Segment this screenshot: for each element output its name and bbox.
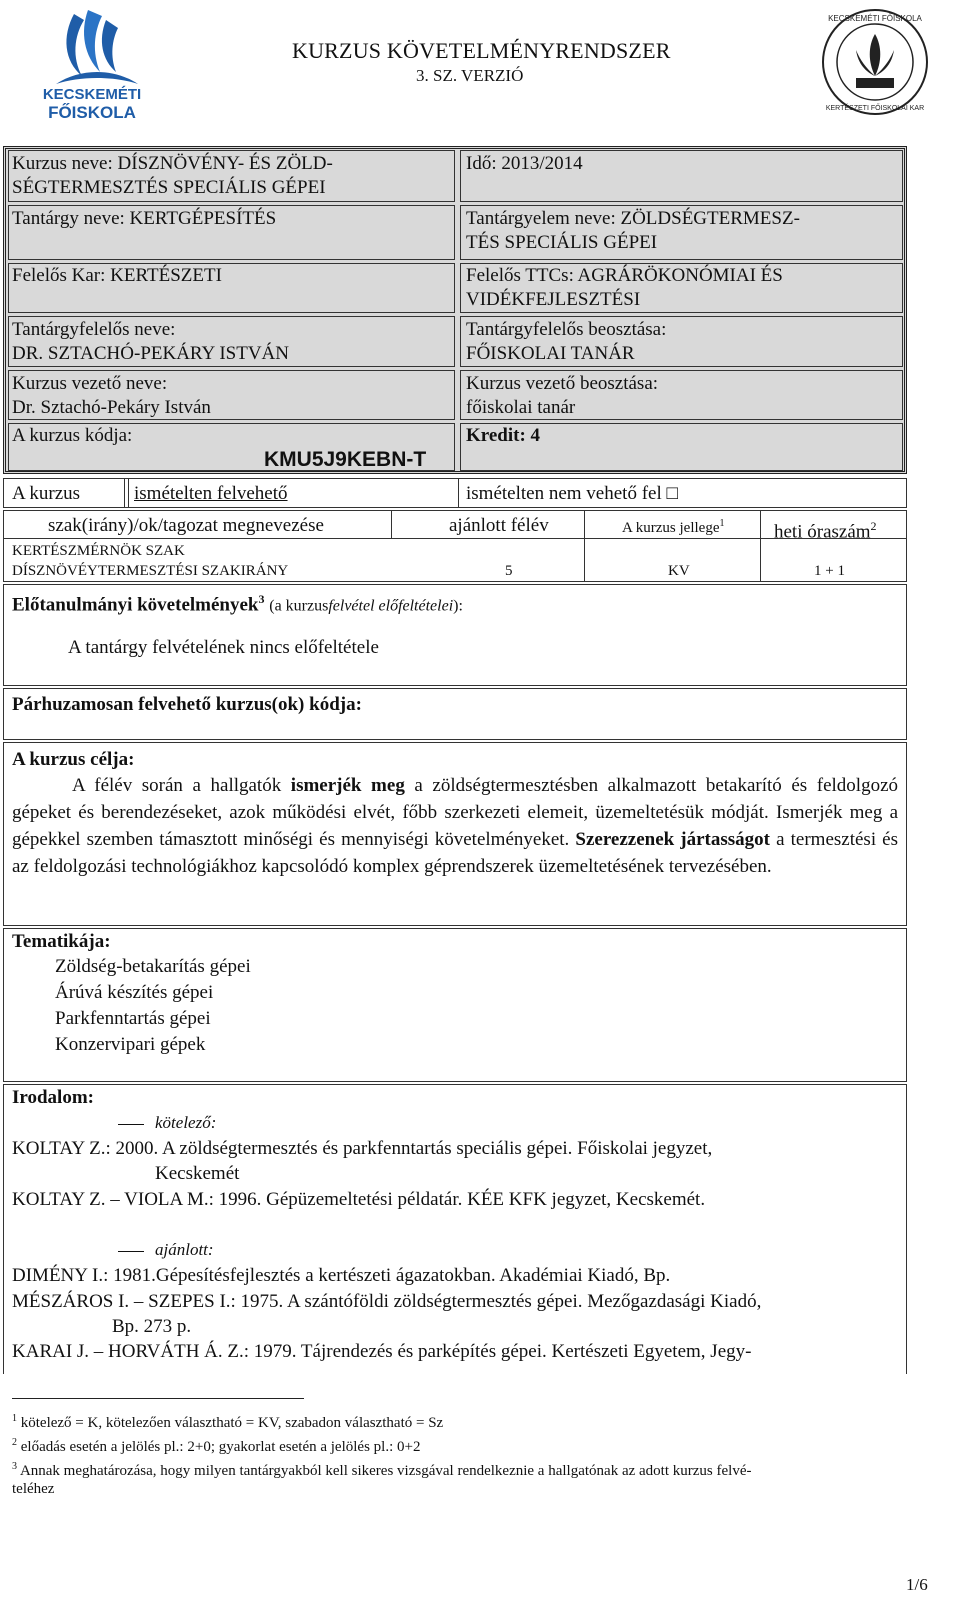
recommended-literature-label: ajánlott: — [155, 1240, 214, 1259]
literature-label: Irodalom: — [12, 1087, 94, 1108]
subject-responsible-position-label: Tantárgyfelelős beosztása: — [466, 319, 667, 340]
program-row-type: KV — [668, 563, 690, 579]
document-title: KURZUS KÖVETELMÉNYRENDSZER — [292, 38, 671, 63]
aim-part-2: a zöldségtermesztésben alkalmazott betakarító és feldolgozó gépeket és berendezéseket, azok működési elvét, főbb szerkezeti elemeit, üzemeltetésük módját. Ismerjék meg a gépekkel szemben támasztott minőségi és mennyiségi követelményeket. — [12, 775, 899, 850]
program-header-type-text: A kurzus jellege — [622, 520, 720, 536]
course-code-label: A kurzus kódja: — [12, 425, 133, 446]
aim-part-3: a termesztési és az feldolgozási technológiákhoz kapcsolódó komplex géprendszerek üzemeltetésének tervezésében. — [12, 829, 899, 877]
thematics-label: Tematikája: — [12, 931, 111, 952]
repeatable-option-selected: ismételten felvehető — [134, 483, 288, 504]
prerequisites-note — [269, 597, 463, 614]
responsible-dept-line-2: VIDÉKFEJLESZTÉSI — [466, 289, 641, 310]
subject-responsible-label: Tantárgyfelelős neve: — [12, 319, 176, 340]
footnote-3 — [12, 1456, 942, 1482]
literature-item-continued: Kecskemét — [155, 1163, 240, 1184]
logo-line-1: KECSKEMÉTI — [42, 86, 142, 103]
literature-item: KARAI J. – HORVÁTH Á. Z.: 1979. Tájrendezés és parképítés gépei. Kertészeti Egyetem, Jegy- — [12, 1341, 752, 1362]
responsible-faculty: Felelős Kar: KERTÉSZETI — [12, 265, 222, 286]
subject-element-line-2: TÉS SPECIÁLIS GÉPEI — [466, 232, 658, 253]
thematics-item: Konzervipari gépek — [55, 1034, 206, 1055]
aim-part-1: A félév során a hallgatók — [72, 775, 282, 796]
footnote-text: kötelező = K, kötelezően választható = KV, szabadon választható = Sz — [20, 1415, 444, 1431]
college-logo — [22, 6, 162, 128]
literature-item-continued: Bp. 273 p. — [112, 1316, 192, 1337]
subject-element-line-1: Tantárgyelem neve: ZÖLDSÉGTERMESZ- — [466, 208, 800, 229]
program-row-hours: 1 + 1 — [814, 563, 845, 579]
course-aim-label: A kurzus célja: — [12, 749, 135, 770]
footnote-2 — [12, 1432, 420, 1458]
credit: Kredit: 4 — [466, 425, 541, 446]
footnote-ref-3: 3 — [258, 592, 265, 606]
course-leader-position-label: Kurzus vezető beosztása: — [466, 373, 659, 394]
program-header-semester: ajánlott félév — [449, 515, 549, 536]
program-header-type — [622, 514, 724, 538]
footnote-ref-2: 2 — [870, 519, 877, 533]
thematics-box — [3, 928, 907, 1082]
footnote-separator — [12, 1398, 304, 1399]
course-leader-position: főiskolai tanár — [466, 397, 576, 418]
aim-bold-1: ismerjék meg — [290, 775, 405, 796]
program-header-hours-text: heti óraszám — [774, 521, 871, 543]
prerequisites-heading — [12, 587, 463, 618]
time-label: Idő: 2013/2014 — [466, 153, 583, 174]
program-row-name-line-1: KERTÉSZMÉRNÖK SZAK — [12, 543, 185, 559]
faculty-seal — [812, 6, 938, 118]
course-name-line-1: Kurzus neve: DÍSZNÖVÉNY- ÉS ZÖLD- — [12, 153, 333, 174]
footnote-text: előadás esetén a jelölés pl.: 2+0; gyakorlat esetén a jelölés pl.: 0+2 — [20, 1439, 421, 1455]
course-code: KMU5J9KEBN-T — [264, 448, 427, 471]
document-version: 3. SZ. VERZIÓ — [416, 66, 524, 85]
footnote-num: 1 — [12, 1413, 17, 1424]
footnote-3-continued: teléhez — [12, 1481, 55, 1497]
dash-icon — [118, 1124, 144, 1125]
program-header-name: szak(irány)/ok/tagozat megnevezése — [48, 515, 324, 536]
dash-icon — [118, 1251, 144, 1252]
program-row-name-line-2: DÍSZNÖVÉYTERMESZTÉSI SZAKIRÁNY — [12, 563, 289, 579]
aim-bold-2: Szerezzenek jártasságot — [575, 829, 771, 850]
page-number: 1/6 — [906, 1575, 928, 1594]
not-repeatable-option: ismételten nem vehető fel □ — [466, 483, 678, 504]
literature-item: MÉSZÁROS I. – SZEPES I.: 1975. A szántóföldi zöldségtermesztés gépei. Mezőgazdasági Kiadó, — [12, 1291, 762, 1312]
required-literature-label: kötelező: — [155, 1113, 217, 1132]
course-leader-name: Dr. Sztachó-Pekáry István — [12, 397, 211, 418]
prerequisites-note-italic: felvétel előfeltételei — [328, 597, 454, 615]
parallel-courses-label: Párhuzamosan felvehető kurzus(ok) kódja: — [12, 694, 362, 715]
footnote-ref-1: 1 — [719, 518, 725, 529]
thematics-item: Árúvá készítés gépei — [55, 982, 214, 1003]
course-label: A kurzus — [12, 483, 81, 504]
svg-text:KECSKEMÉTI FŐISKOLA: KECSKEMÉTI FŐISKOLA — [828, 14, 922, 23]
thematics-item: Zöldség-betakarítás gépei — [55, 956, 251, 977]
footnote-text: Annak meghatározása, hogy milyen tantárgyakból kell sikeres vizsgával rendelkeznie a hallgatónak az adott kurzus felvé- — [19, 1463, 752, 1479]
program-row-semester: 5 — [505, 563, 513, 579]
thematics-item: Parkfenntartás gépei — [55, 1008, 211, 1029]
prerequisites-note-pre: (a kurzus — [269, 597, 329, 615]
literature-item: KOLTAY Z.: 2000. A zöldségtermesztés és parkfenntartás speciális gépei. Főiskolai jegyzet, — [12, 1138, 713, 1159]
subject-name: Tantárgy neve: KERTGÉPESÍTÉS — [12, 208, 277, 229]
literature-item: KOLTAY Z. – VIOLA M.: 1996. Gépüzemeltetési példatár. KÉE KFK jegyzet, Kecskemét. — [12, 1189, 706, 1210]
responsible-dept-line-1: Felelős TTCs: AGRÁRÖKONÓMIAI ÉS — [466, 265, 783, 286]
course-name-line-2: SÉGTERMESZTÉS SPECIÁLIS GÉPEI — [12, 177, 326, 198]
course-aim-text — [12, 772, 898, 880]
subject-responsible-name: DR. SZTACHÓ-PEKÁRY ISTVÁN — [12, 343, 289, 364]
prerequisites-note-post: ): — [453, 597, 463, 615]
prerequisites-text: A tantárgy felvételének nincs előfeltétele — [68, 637, 379, 658]
course-leader-label: Kurzus vezető neve: — [12, 373, 168, 394]
footnote-1 — [12, 1408, 443, 1434]
subject-responsible-position: FŐISKOLAI TANÁR — [466, 343, 635, 364]
footnote-num: 2 — [12, 1437, 17, 1448]
prerequisites-label: Előtanulmányi követelmények — [12, 594, 259, 616]
logo-line-2: FŐISKOLA — [48, 103, 136, 122]
literature-item: DIMÉNY I.: 1981.Gépesítésfejlesztés a kertészeti ágazatokban. Akadémiai Kiadó, Bp. — [12, 1265, 671, 1286]
footnote-num: 3 — [12, 1461, 17, 1472]
seal-icon — [812, 6, 938, 118]
program-header-hours — [774, 514, 877, 544]
svg-text:KERTÉSZETI FŐISKOLAI KAR: KERTÉSZETI FŐISKOLAI KAR — [825, 105, 925, 112]
